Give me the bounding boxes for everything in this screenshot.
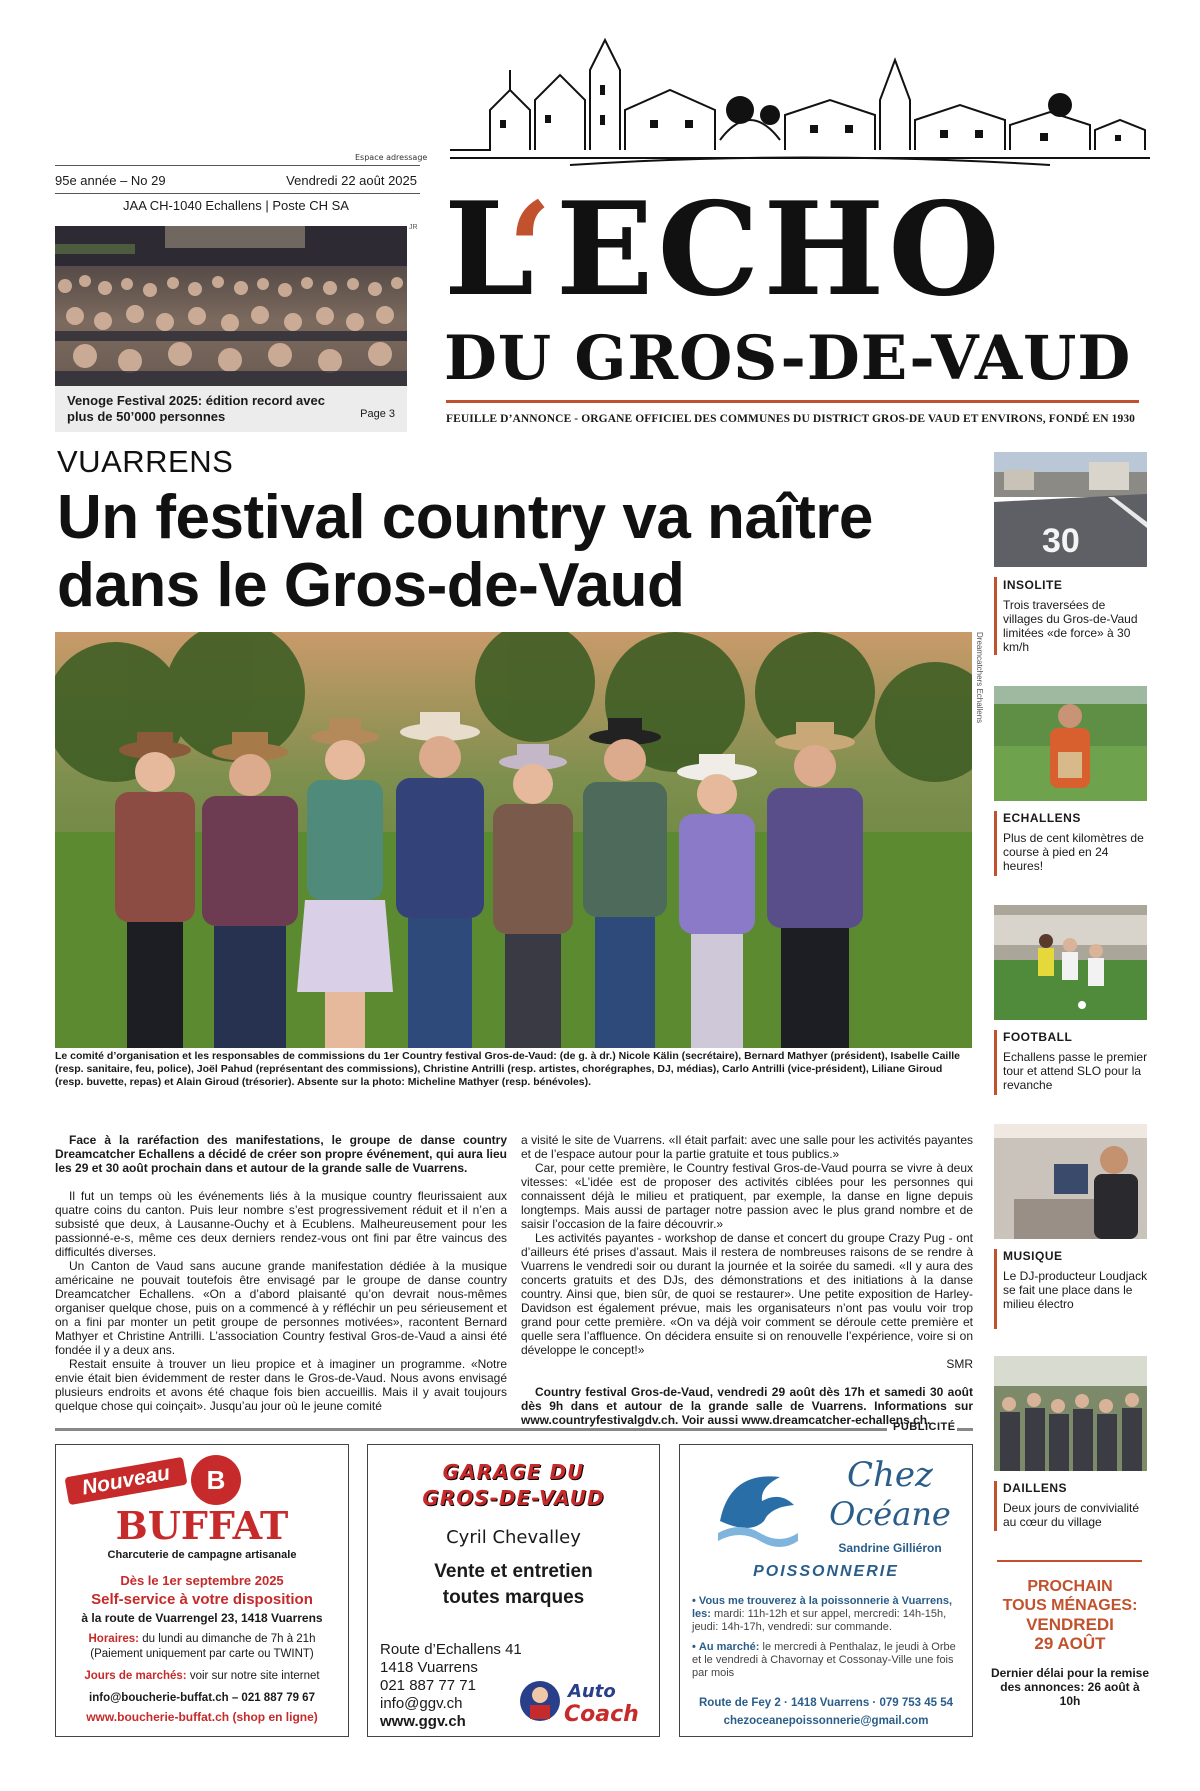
- issue-line: [55, 173, 417, 188]
- svg-text:Auto: Auto: [568, 1681, 616, 1702]
- address-space-label: Espace adressage: [355, 153, 428, 162]
- sidebar-accent: [994, 1481, 997, 1531]
- buffat-name: BUFFAT: [115, 1503, 289, 1548]
- sidebar-text-daillens[interactable]: Deux jours de convivialité au cœur du village: [1003, 1501, 1140, 1529]
- buffat-date: Dès le 1er septembre 2025: [120, 1573, 284, 1588]
- sidebar-text-insolite[interactable]: Trois traversées de villages du Gros-de-Vaud limitées «de force» à 30 km/h: [1003, 598, 1138, 654]
- masthead-subtitle: DU GROS-DE-VAUD: [444, 323, 1132, 394]
- header-rule: [55, 193, 420, 194]
- teaser-caption[interactable]: [55, 386, 407, 432]
- article-paragraph: Restait ensuite à trouver un lieu propice et à imaginer un programme. «Notre envie était bien évidemment de rester dans le Gros-de-Vaud. Nous avons envisagé plusieurs endroits et avons été chaque fois bien accueillis. Mais il y avait toujours quelque chose qui coinçait». Jusqu’au jour où le jeune comité: [55, 1357, 507, 1413]
- menages-notice: PROCHAIN TOUS MÉNAGES: VENDREDI 29 AOÛT: [1002, 1578, 1138, 1653]
- teaser-page: Page 3: [360, 408, 395, 420]
- teaser-title[interactable]: Venoge Festival 2025: édition record avec plus de 50’000 personnes: [67, 393, 325, 424]
- publicite-rule: [957, 1428, 973, 1431]
- article-kicker: VUARRENS: [57, 444, 234, 479]
- article-column-1: [55, 1133, 507, 1413]
- sidebar-label-echallens: ECHALLENS: [1003, 811, 1081, 825]
- sidebar-label-musique: MUSIQUE: [1003, 1249, 1063, 1263]
- ocean-email[interactable]: chezoceanepoissonnerie@gmail.com: [723, 1715, 929, 1727]
- ad-chez-oceane[interactable]: [679, 1444, 973, 1737]
- ocean-address[interactable]: Route de Fey 2 · 1418 Vuarrens · 079 753 45 54: [699, 1697, 953, 1709]
- ocean-bullet-market: • Au marché: le mercredi à Penthalaz, le jeudi à Orbe et le vendredi à Chavornay et Cossonay-Ville une fois par mois: [692, 1641, 956, 1679]
- garage-name-line2: GROS-DE-VAUD: [422, 1486, 605, 1510]
- article-paragraph: Car, pour cette première, le Country festival Gros-de-Vaud pourra se vivre à deux vitesses: «L’idée est de proposer des activités ciblées pour les personnes qui connaissent déjà le milieu et pratiquent, par exemple, la danse en ligne depuis longtemps. Mais aussi de partager notre passion avec le plus grand nombre et de saisir l’occasion de la faire découvrir.»: [521, 1161, 973, 1231]
- garage-phone[interactable]: 021 887 77 71: [380, 1677, 476, 1694]
- article-headline[interactable]: Un festival country va naître dans le Gros-de-Vaud: [57, 483, 873, 620]
- teaser-photo-credit: JR: [409, 224, 418, 231]
- menages-deadline: Dernier délai pour la remise des annonces: 26 août à 10h: [990, 1666, 1150, 1708]
- article-group-photo[interactable]: [55, 632, 972, 1048]
- sidebar-photo-road[interactable]: [994, 452, 1147, 567]
- postal-line: JAA CH-1040 Echallens | Poste CH SA: [123, 198, 349, 213]
- garage-service-line1: Vente et entretien: [434, 1561, 593, 1582]
- buffat-payment: (Paiement uniquement par carte ou TWINT): [90, 1648, 314, 1660]
- buffat-self-service: Self-service à votre disposition: [91, 1591, 313, 1608]
- sidebar-photo-runner[interactable]: [994, 686, 1147, 801]
- menages-rule: [997, 1560, 1142, 1562]
- masthead-tagline: FEUILLE D’ANNONCE - ORGANE OFFICIEL DES COMMUNES DU DISTRICT GROS-DE VAUD ET ENVIRONS, FONDÉ EN 1930: [446, 413, 1136, 425]
- issue-date: Vendredi 22 août 2025: [286, 173, 417, 188]
- ad-garage[interactable]: [367, 1444, 660, 1737]
- ocean-chez: Chez: [847, 1455, 933, 1495]
- article-paragraph: Il fut un temps où les événements liés à la musique country fleurissaient aux quatre coins du canton. Puis leur nombre s’est progressivement réduit et il n’en a subsisté que deux, à Lausanne-Ouchy et à Ecublens. Malheureusement pour les passionné-e-s, même ces deux derniers rendez-vous ont fini par être vaincus des difficultés diverses.: [55, 1189, 507, 1259]
- publicite-rule: [55, 1428, 887, 1431]
- buffat-address: à la route de Vuarrengel 23, 1418 Vuarrens: [81, 1611, 323, 1625]
- sidebar-label-football: FOOTBALL: [1003, 1030, 1073, 1044]
- ocean-owner: Sandrine Gilliéron: [838, 1541, 942, 1555]
- ad-nouveau-badge: Nouveau: [64, 1457, 187, 1505]
- sidebar-accent: [994, 577, 997, 655]
- buffat-logo: B: [191, 1455, 241, 1505]
- sidebar-photo-football[interactable]: [994, 905, 1147, 1020]
- sidebar-photo-daillens[interactable]: [994, 1356, 1147, 1471]
- buffat-website[interactable]: www.boucherie-buffat.ch (shop en ligne): [86, 1710, 318, 1724]
- sidebar-label-daillens: DAILLENS: [1003, 1481, 1067, 1495]
- article-paragraph: Les activités payantes - workshop de danse et concert du groupe Crazy Pug - ont d’ailleurs été prises d’assaut. Mais il restera de nombreuses raisons de se rendre à Vuarrens le vendredi soir ou durant la journée et la soirée du samedi. «Il y aura des concerts gratuits et des DJs, des démonstrations et des initiations à la danse country. Ainsi que, bien sûr, de quoi se restaurer». Une petite exposition de Harley-Davidson est également prévue, mais les organisateurs n’ont pas voulu voir trop grand pour cette première. «On va déjà voir comment se déroule cette première et quelle sera l’affluence. On décidera ensuite si on renouvelle l’expérience, voire si on développe le concept!»: [521, 1231, 973, 1357]
- sidebar-text-football[interactable]: Echallens passe le premier tour et attend SLO pour la revanche: [1003, 1050, 1148, 1092]
- article-signature: SMR: [946, 1357, 973, 1371]
- garage-service-line2: toutes marques: [442, 1587, 585, 1608]
- garage-owner: Cyril Chevalley: [446, 1527, 581, 1548]
- garage-name-line1: GARAGE DU: [442, 1460, 585, 1484]
- article-paragraph: Un Canton de Vaud sans aucune grande manifestation dédiée à la musique américaine ne pouvait toutefois être envisagé par le groupe de danse country Dreamcatcher Echallens. «On a d’abord plaisanté qu’on devrait nous-mêmes organiser quelque chose, puis on a commencé à y réfléchir un peu sérieusement et on a fini par monter un petit groupe de personnes motivées», racontent Bernard Mathyer et Christine Antrilli. L’association Country festival Gros-de-Vaud a ainsi été fondée il y a deux ans.: [55, 1259, 507, 1357]
- article-lead: Face à la raréfaction des manifestations, le groupe de danse country Dreamcatcher Echallens a décidé de créer son propre événement, qui aura lieu les 29 et 30 août prochain dans et autour de la grande salle de Vuarrens.: [55, 1133, 507, 1175]
- buffat-subtitle: Charcuterie de campagne artisanale: [107, 1549, 297, 1561]
- publicite-label: PUBLICITÉ: [893, 1421, 956, 1433]
- photo-credit: Dreamcatchers Echallens: [975, 632, 984, 724]
- header-rule: [55, 165, 420, 166]
- fish-wave-icon: [710, 1461, 802, 1553]
- buffat-contact[interactable]: info@boucherie-buffat.ch – 021 887 79 67: [89, 1692, 315, 1704]
- masthead-title: L‘ECHO: [444, 175, 1004, 325]
- ocean-name: Océane: [829, 1495, 951, 1533]
- photo-caption: Le comité d’organisation et les responsables de commissions du 1er Country festival Gros-de-Vaud: (de g. à dr.) Nicole Kälin (secrétaire), Bernard Mathyer (président), Isabelle Caille (resp. sanitaire, feu, police), Joël Pahud (représentant des commissions), Christine Antrilli (resp. artistes, chorégraphes, DJ, médias), Carlo Antrilli (vice-président), Liliane Giroud (resp. buvette, repas) et Alain Giroud (trésorier). Absente sur la photo: Micheline Mathyer (resp. bénévoles).: [55, 1050, 961, 1088]
- ad-buffat[interactable]: [55, 1444, 349, 1737]
- sidebar-accent: [994, 811, 997, 876]
- sidebar-text-echallens[interactable]: Plus de cent kilomètres de course à pied en 24 heures!: [1003, 831, 1144, 873]
- sidebar-label-insolite: INSOLITE: [1003, 578, 1063, 592]
- garage-email[interactable]: info@ggv.ch: [380, 1695, 463, 1712]
- garage-website[interactable]: www.ggv.ch: [380, 1713, 466, 1730]
- autocoach-logo: [516, 1673, 646, 1729]
- road-marking-30: 30: [1042, 522, 1080, 560]
- ocean-bullet-shop: • Vous me trouverez à la poissonnerie à Vuarrens, les: mardi: 11h-12h et sur appel, mercredi: 14h-15h, jeudi: 14h-17h, vendredi: sur commande.: [692, 1595, 953, 1633]
- sidebar-accent: [994, 1030, 997, 1095]
- sidebar-accent: [994, 1249, 997, 1329]
- article-paragraph: a visité le site de Vuarrens. «Il était parfait: avec une salle pour les activités payantes et de l’espace autour pour la partie gratuite et tous publics.»: [521, 1133, 973, 1161]
- sidebar-photo-dj[interactable]: [994, 1124, 1147, 1239]
- issue-number: 95e année – No 29: [55, 173, 166, 188]
- garage-address-1: Route d’Echallens 41: [380, 1641, 522, 1658]
- village-skyline-illustration: [450, 30, 1150, 170]
- buffat-markets: Jours de marchés: voir sur notre site internet: [84, 1670, 320, 1682]
- teaser-crowd-photo[interactable]: [55, 226, 407, 386]
- article-info[interactable]: Country festival Gros-de-Vaud, vendredi 29 août dès 17h et samedi 30 août dès 9h dans et autour de la grande salle de Vuarrens. Informations sur www.countryfestivalgdv.ch. Voir aussi www.dreamcatcher-echallens.ch.: [521, 1385, 973, 1427]
- article-column-2: [521, 1133, 973, 1427]
- ocean-type: POISSONNERIE: [753, 1563, 899, 1580]
- buffat-hours: Horaires: du lundi au dimanche de 7h à 21h: [88, 1633, 316, 1645]
- masthead-rule: [446, 400, 1139, 403]
- garage-address-2: 1418 Vuarrens: [380, 1659, 478, 1676]
- sidebar-text-musique[interactable]: Le DJ-producteur Loudjack se fait une place dans le milieu électro: [1003, 1269, 1148, 1311]
- svg-text:Coach: Coach: [564, 1702, 639, 1727]
